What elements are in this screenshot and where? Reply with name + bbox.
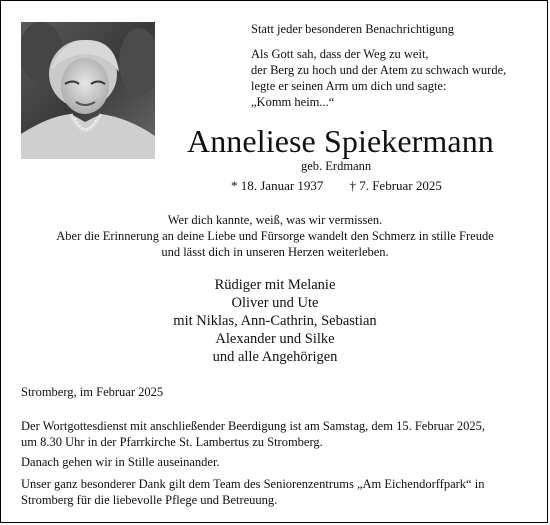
- mourner-line: Oliver und Ute: [231, 295, 319, 311]
- quote-line: und lässt dich in unseren Herzen weiterleben.: [161, 245, 389, 259]
- poem: [251, 46, 506, 110]
- poem-line: der Berg zu hoch und der Atem zu schwach wurde,: [251, 63, 507, 77]
- portrait-photo: [21, 22, 155, 159]
- service-info: [21, 418, 485, 450]
- memorial-quote: [1, 212, 548, 260]
- death-date: † 7. Februar 2025: [349, 178, 442, 193]
- mourners-list: [1, 276, 548, 366]
- notice-headline: Statt jeder besonderen Benachrichtigung: [251, 22, 455, 36]
- mourner-line: und alle Angehörigen: [212, 349, 338, 365]
- intro-block: [251, 21, 506, 110]
- life-dates: [231, 178, 442, 194]
- quote-line: Wer dich kannte, weiß, was wir vermissen.: [167, 213, 383, 227]
- quote-line: Aber die Erinnerung an deine Liebe und Fürsorge wandelt den Schmerz in stille Freude: [56, 229, 494, 243]
- thanks-note: [21, 476, 484, 508]
- poem-line: „Komm heim...“: [251, 95, 335, 109]
- maiden-name: geb. Erdmann: [301, 159, 372, 173]
- service-line: um 8.30 Uhr in der Pfarrkirche St. Lambertus zu Stromberg.: [21, 435, 323, 449]
- deceased-name: Anneliese Spiekermann: [187, 123, 494, 159]
- mourner-line: Alexander und Silke: [215, 331, 335, 347]
- mourner-line: Rüdiger mit Melanie: [214, 277, 336, 293]
- poem-line: legte er seinen Arm um dich und sagte:: [251, 79, 447, 93]
- poem-line: Als Gott sah, dass der Weg zu weit,: [251, 47, 429, 61]
- thanks-line: Unser ganz besonderer Dank gilt dem Team des Seniorenzentrums „Am Eichendorffpark“ in: [21, 477, 485, 491]
- mourner-line: mit Niklas, Ann-Cathrin, Sebastian: [173, 313, 377, 329]
- place-date: Stromberg, im Februar 2025: [21, 385, 164, 399]
- birth-date: * 18. Januar 1937: [231, 178, 324, 193]
- service-line: Der Wortgottesdienst mit anschließender Beerdigung ist am Samstag, dem 15. Februar 2025,: [21, 419, 485, 433]
- farewell-note: Danach gehen wir in Stille auseinander.: [21, 455, 220, 469]
- portrait-image: [21, 22, 155, 159]
- thanks-line: Stromberg für die liebevolle Pflege und Betreuung.: [21, 493, 278, 507]
